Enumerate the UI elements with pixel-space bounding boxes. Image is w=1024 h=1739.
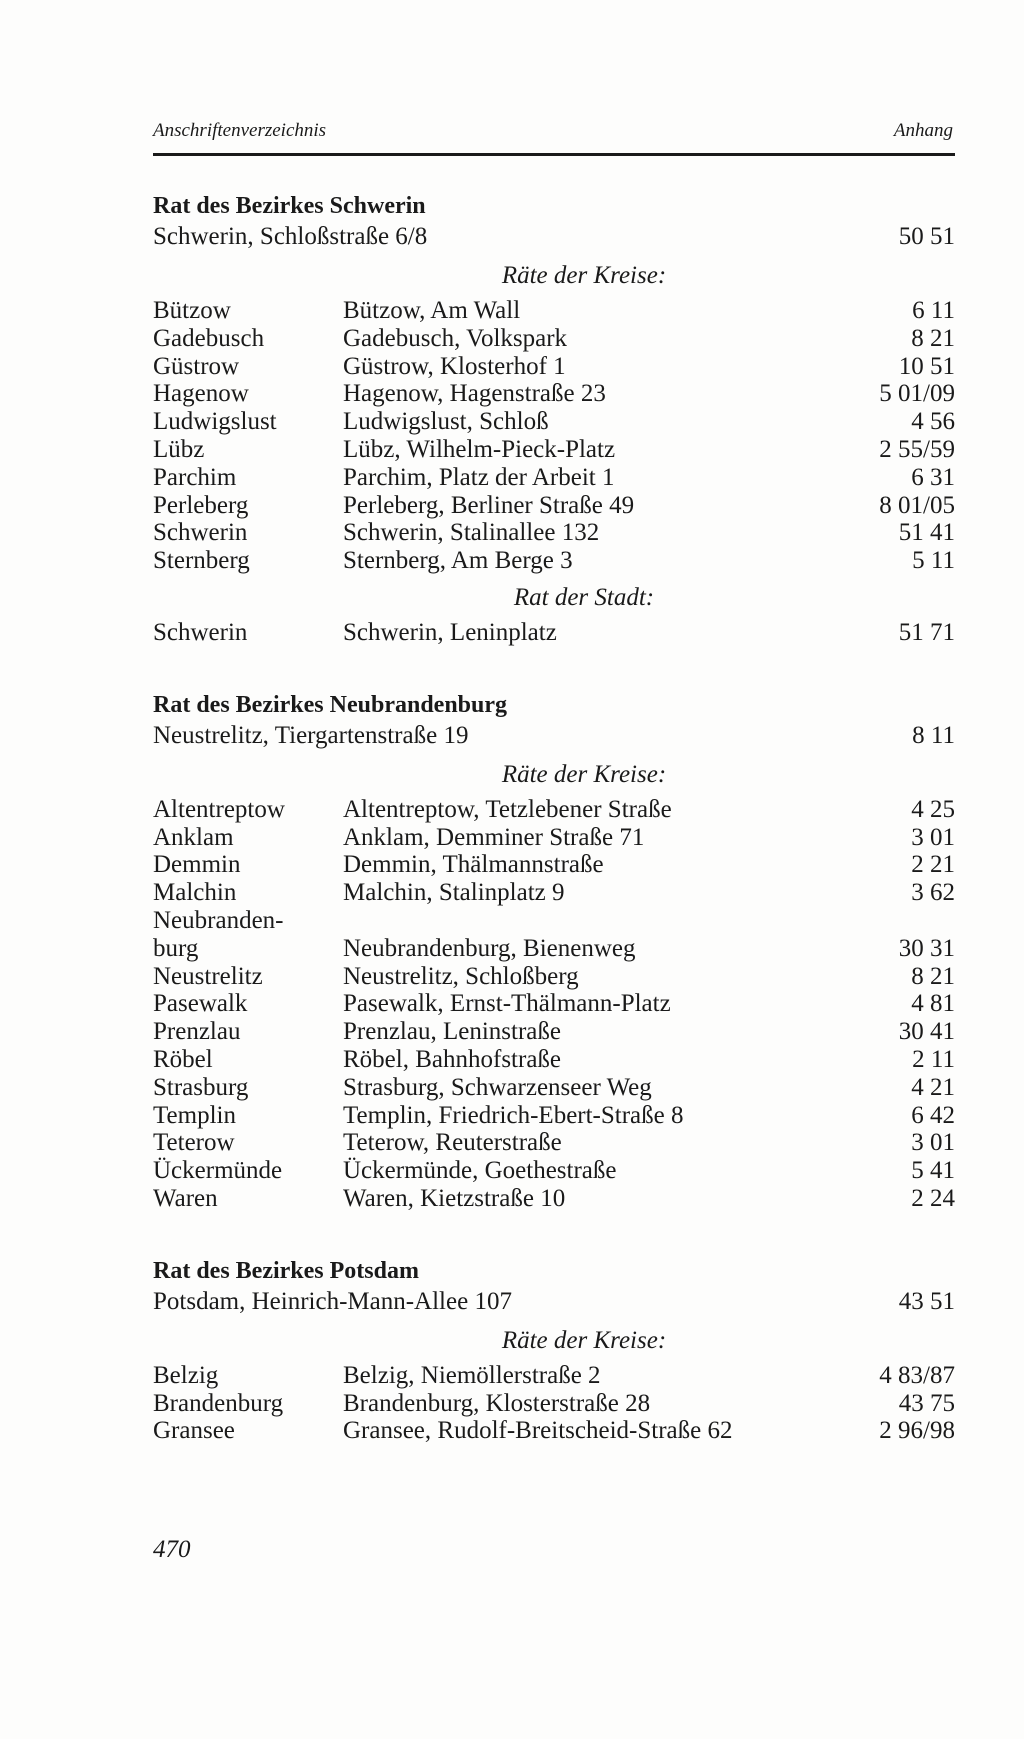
list-item xyxy=(153,1390,955,1418)
kreis-phone: 10 51 xyxy=(898,352,955,380)
bezirk-section xyxy=(153,192,955,647)
running-header xyxy=(153,120,953,144)
kreis-phone: 4 25 xyxy=(911,795,955,823)
kreis-address: Templin, Friedrich-Ebert-Straße 8 xyxy=(343,1101,684,1129)
kreis-address: Demmin, Thälmannstraße xyxy=(343,851,604,879)
kreis-name: Güstrow xyxy=(153,352,240,380)
list-item xyxy=(153,492,955,520)
list-item xyxy=(153,436,955,464)
kreis-phone: 3 01 xyxy=(911,1129,955,1157)
list-item xyxy=(153,380,955,408)
kreis-name: Strasburg xyxy=(153,1073,249,1101)
kreis-address: Pasewalk, Ernst-Thälmann-Platz xyxy=(343,990,671,1018)
list-item xyxy=(153,408,955,436)
kreis-name: Ückermünde xyxy=(153,1157,283,1185)
main-address-row xyxy=(153,220,955,253)
subheading: Rat der Stadt: xyxy=(513,583,655,611)
section-title: Rat des Bezirkes Neubrandenburg xyxy=(153,691,508,718)
main-phone: 8 11 xyxy=(912,721,955,749)
kreis-phone: 51 71 xyxy=(898,618,955,646)
kreis-name: Bützow xyxy=(153,297,231,324)
kreis-address: Teterow, Reuterstraße xyxy=(343,1129,562,1157)
kreis-name: Malchin xyxy=(153,879,237,907)
subheading: Räte der Kreise: xyxy=(501,1326,667,1354)
bezirk-section xyxy=(153,647,955,1213)
list-item xyxy=(153,879,955,907)
kreis-name: Schwerin xyxy=(153,618,248,646)
kreis-phone: 4 56 xyxy=(911,408,955,436)
list-item xyxy=(153,963,955,991)
list-item xyxy=(153,1102,955,1130)
kreis-name: burg xyxy=(153,934,199,962)
list-item xyxy=(153,824,955,852)
kreis-name: Schwerin xyxy=(153,519,248,547)
section-title: Rat des Bezirkes Potsdam xyxy=(153,1257,419,1284)
kreis-phone: 5 11 xyxy=(912,547,955,575)
list-item xyxy=(153,519,955,547)
kreis-phone: 4 81 xyxy=(911,990,955,1018)
kreis-phone: 4 21 xyxy=(911,1073,955,1101)
list-item xyxy=(153,851,955,879)
bezirk-section xyxy=(153,1213,955,1445)
kreis-address: Ludwigslust, Schloß xyxy=(343,408,549,436)
kreis-name: Lübz xyxy=(153,435,205,463)
header-section: Anhang xyxy=(893,120,953,141)
kreis-name: Perleberg xyxy=(153,491,249,519)
section-title: Rat des Bezirkes Schwerin xyxy=(153,193,426,219)
list-item xyxy=(153,1185,955,1213)
kreis-name: Gransee xyxy=(153,1417,235,1445)
list-item xyxy=(153,1046,955,1074)
kreis-name: Demmin xyxy=(153,851,241,879)
list-item xyxy=(153,907,955,935)
kreis-address: Lübz, Wilhelm-Pieck-Platz xyxy=(343,435,616,463)
kreis-phone: 30 41 xyxy=(898,1018,955,1046)
kreis-address: Anklam, Demminer Straße 71 xyxy=(343,823,645,851)
kreis-name: Altentreptow xyxy=(153,795,285,823)
kreis-phone: 2 11 xyxy=(912,1045,955,1073)
kreis-name: Teterow xyxy=(153,1129,235,1157)
kreis-address: Güstrow, Klosterhof 1 xyxy=(343,352,566,380)
kreis-phone: 5 01/09 xyxy=(879,380,955,408)
list-item xyxy=(153,990,955,1018)
kreis-phone: 8 21 xyxy=(911,962,955,990)
section-gap xyxy=(153,647,955,691)
list-item xyxy=(153,325,955,353)
list-item xyxy=(153,1417,955,1445)
kreis-phone: 6 42 xyxy=(911,1101,955,1129)
kreis-name: Pasewalk xyxy=(153,990,248,1018)
kreis-address: Brandenburg, Klosterstraße 28 xyxy=(343,1389,651,1417)
kreis-address: Malchin, Stalinplatz 9 xyxy=(343,879,565,907)
kreis-phone: 8 01/05 xyxy=(879,491,955,519)
kreis-phone: 2 96/98 xyxy=(879,1417,955,1445)
kreis-phone: 30 31 xyxy=(898,934,955,962)
kreis-address: Belzig, Niemöllerstraße 2 xyxy=(343,1361,601,1389)
header-title: Anschriftenverzeichnis xyxy=(153,120,327,141)
kreis-phone: 8 21 xyxy=(911,324,955,352)
main-phone: 50 51 xyxy=(898,223,955,250)
kreis-phone: 6 11 xyxy=(912,297,955,324)
kreis-phone: 3 62 xyxy=(911,879,955,907)
kreis-name: Gadebusch xyxy=(153,324,265,352)
list-item xyxy=(153,1018,955,1046)
list-item xyxy=(153,619,955,647)
section-gap xyxy=(153,1213,955,1257)
list-item xyxy=(153,464,955,492)
kreis-name: Templin xyxy=(153,1101,236,1129)
kreis-phone: 4 83/87 xyxy=(879,1361,955,1389)
kreis-address: Ückermünde, Goethestraße xyxy=(343,1157,617,1185)
kreis-address: Hagenow, Hagenstraße 23 xyxy=(343,380,606,408)
kreis-name: Neubranden- xyxy=(153,906,284,934)
kreis-phone: 2 21 xyxy=(911,851,955,879)
main-address-row xyxy=(153,719,955,752)
list-item xyxy=(153,353,955,381)
kreis-name: Anklam xyxy=(153,823,234,851)
kreis-name: Prenzlau xyxy=(153,1018,241,1046)
list-item xyxy=(153,547,955,575)
subheading: Räte der Kreise: xyxy=(501,262,667,289)
kreis-name: Parchim xyxy=(153,463,237,491)
kreis-address: Neubrandenburg, Bienenweg xyxy=(343,934,636,962)
kreis-name: Hagenow xyxy=(153,380,249,408)
main-address: Schwerin, Schloßstraße 6/8 xyxy=(153,223,428,250)
list-item xyxy=(153,1074,955,1102)
kreis-address: Gadebusch, Volkspark xyxy=(343,324,568,352)
main-address: Neustrelitz, Tiergartenstraße 19 xyxy=(153,721,469,749)
list-item xyxy=(153,796,955,824)
kreis-address: Altentreptow, Tetzlebener Straße xyxy=(343,795,672,823)
kreis-address: Gransee, Rudolf-Breitscheid-Straße 62 xyxy=(343,1417,733,1445)
kreis-phone: 3 01 xyxy=(911,823,955,851)
kreis-phone: 5 41 xyxy=(911,1157,955,1185)
kreis-address: Röbel, Bahnhofstraße xyxy=(343,1045,562,1073)
kreis-name: Ludwigslust xyxy=(153,408,277,436)
main-address: Potsdam, Heinrich-Mann-Allee 107 xyxy=(153,1287,512,1315)
kreis-address: Prenzlau, Leninstraße xyxy=(343,1018,561,1046)
list-item xyxy=(153,1362,955,1390)
kreis-name: Belzig xyxy=(153,1361,219,1389)
list-item xyxy=(153,297,955,325)
kreis-phone: 43 75 xyxy=(898,1389,955,1417)
header-rule xyxy=(153,153,955,156)
kreis-address: Sternberg, Am Berge 3 xyxy=(343,547,573,575)
kreis-name: Röbel xyxy=(153,1045,213,1073)
kreis-address: Schwerin, Stalinallee 132 xyxy=(343,519,600,547)
kreis-address: Bützow, Am Wall xyxy=(343,297,521,324)
kreis-name: Brandenburg xyxy=(153,1389,284,1417)
kreis-address: Perleberg, Berliner Straße 49 xyxy=(343,491,635,519)
kreis-phone: 2 55/59 xyxy=(879,435,955,463)
address-directory xyxy=(153,192,955,1445)
kreis-name: Sternberg xyxy=(153,547,250,575)
kreis-address: Strasburg, Schwarzenseer Weg xyxy=(343,1073,652,1101)
subheading: Räte der Kreise: xyxy=(501,760,667,788)
list-item xyxy=(153,935,955,963)
main-phone: 43 51 xyxy=(898,1287,955,1315)
page-number: 470 xyxy=(153,1536,191,1563)
list-item xyxy=(153,1129,955,1157)
kreis-address: Waren, Kietzstraße 10 xyxy=(343,1184,566,1212)
kreis-name: Neustrelitz xyxy=(153,962,263,990)
kreis-phone: 2 24 xyxy=(911,1184,955,1212)
main-address-row xyxy=(153,1285,955,1318)
kreis-address: Parchim, Platz der Arbeit 1 xyxy=(343,463,615,491)
kreis-name: Waren xyxy=(153,1184,218,1212)
kreis-phone: 6 31 xyxy=(911,463,955,491)
kreis-phone: 51 41 xyxy=(898,519,955,547)
list-item xyxy=(153,1157,955,1185)
kreis-address: Schwerin, Leninplatz xyxy=(343,618,557,646)
kreis-address: Neustrelitz, Schloßberg xyxy=(343,962,579,990)
